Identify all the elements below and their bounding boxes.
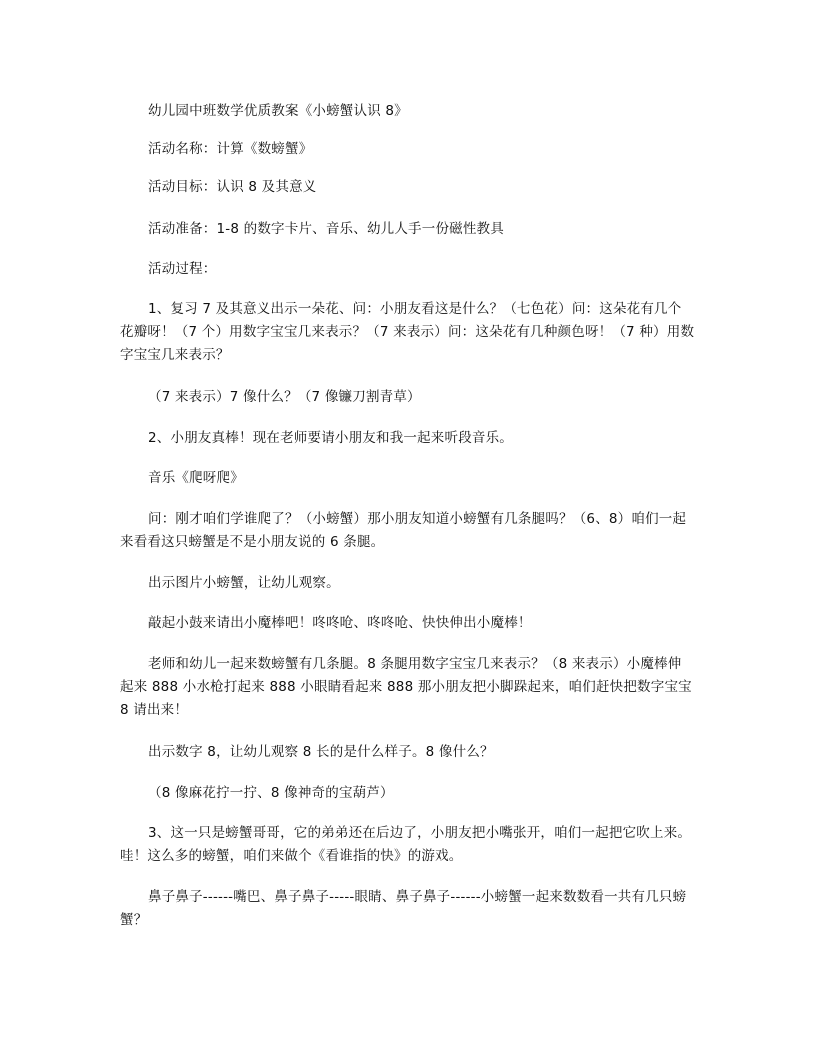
paragraph-seven-shape: （7 来表示）7 像什么？（7 像镰刀割青草） — [148, 389, 421, 405]
document-title: 幼儿园中班数学优质教案《小螃蟹认识 8》 — [148, 103, 408, 119]
paragraph-eight-shape: （8 像麻花拧一拧、8 像神奇的宝葫芦） — [148, 785, 394, 801]
paragraph-nose-game: 鼻子鼻子------嘴巴、鼻子鼻子-----眼睛、鼻子鼻子------小螃蟹一起来数数看一共有几只螃蟹？ — [120, 889, 687, 928]
paragraph-show-crab-picture: 出示图片小螃蟹，让幼儿观察。 — [148, 575, 340, 591]
paragraph-show-number-eight: 出示数字 8，让幼儿观察 8 长的是什么样子。8 像什么？ — [148, 744, 494, 760]
paragraph-magic-wand: 敲起小鼓来请出小魔棒吧！咚咚呛、咚咚呛、快快伸出小魔棒！ — [148, 615, 532, 631]
paragraph-listen-music: 2、小朋友真棒！现在老师要请小朋友和我一起来听段音乐。 — [148, 430, 513, 446]
activity-name: 活动名称：计算《数螃蟹》 — [148, 141, 313, 157]
paragraph-count-legs: 老师和幼儿一起来数螃蟹有几条腿。8 条腿用数字宝宝几来表示？（8 来表示）小魔棒伸起来 888 小水枪打起来 888 小眼睛看起来 888 那小朋友把小脚跺起来，咱们赶快把数字宝宝 8 请出来！ — [120, 656, 692, 718]
paragraph-review-seven: 1、复习 7 及其意义出示一朵花、问：小朋友看这是什么？（七色花）问：这朵花有几个花瓣呀！（7 个）用数字宝宝几来表示？（7 来表示）问：这朵花有几种颜色呀！（7 种）用数字宝宝几来表示？ — [120, 301, 695, 363]
paragraph-crab-legs-question: 问：刚才咱们学谁爬了？（小螃蟹）那小朋友知道小螃蟹有几条腿吗？（6、8）咱们一起来看看这只螃蟹是不是小朋友说的 6 条腿。 — [120, 511, 687, 550]
paragraph-music-title: 音乐《爬呀爬》 — [148, 470, 244, 486]
activity-goal: 活动目标：认识 8 及其意义 — [148, 179, 317, 195]
activity-preparation: 活动准备：1-8 的数字卡片、音乐、幼儿人手一份磁性教具 — [148, 221, 504, 237]
activity-process-heading: 活动过程： — [148, 261, 217, 277]
paragraph-crab-brother-game: 3、这一只是螃蟹哥哥，它的弟弟还在后边了，小朋友把小嘴张开，咱们一起把它吹上来。哇！这么多的螃蟹，咱们来做个《看谁指的快》的游戏。 — [120, 825, 692, 864]
